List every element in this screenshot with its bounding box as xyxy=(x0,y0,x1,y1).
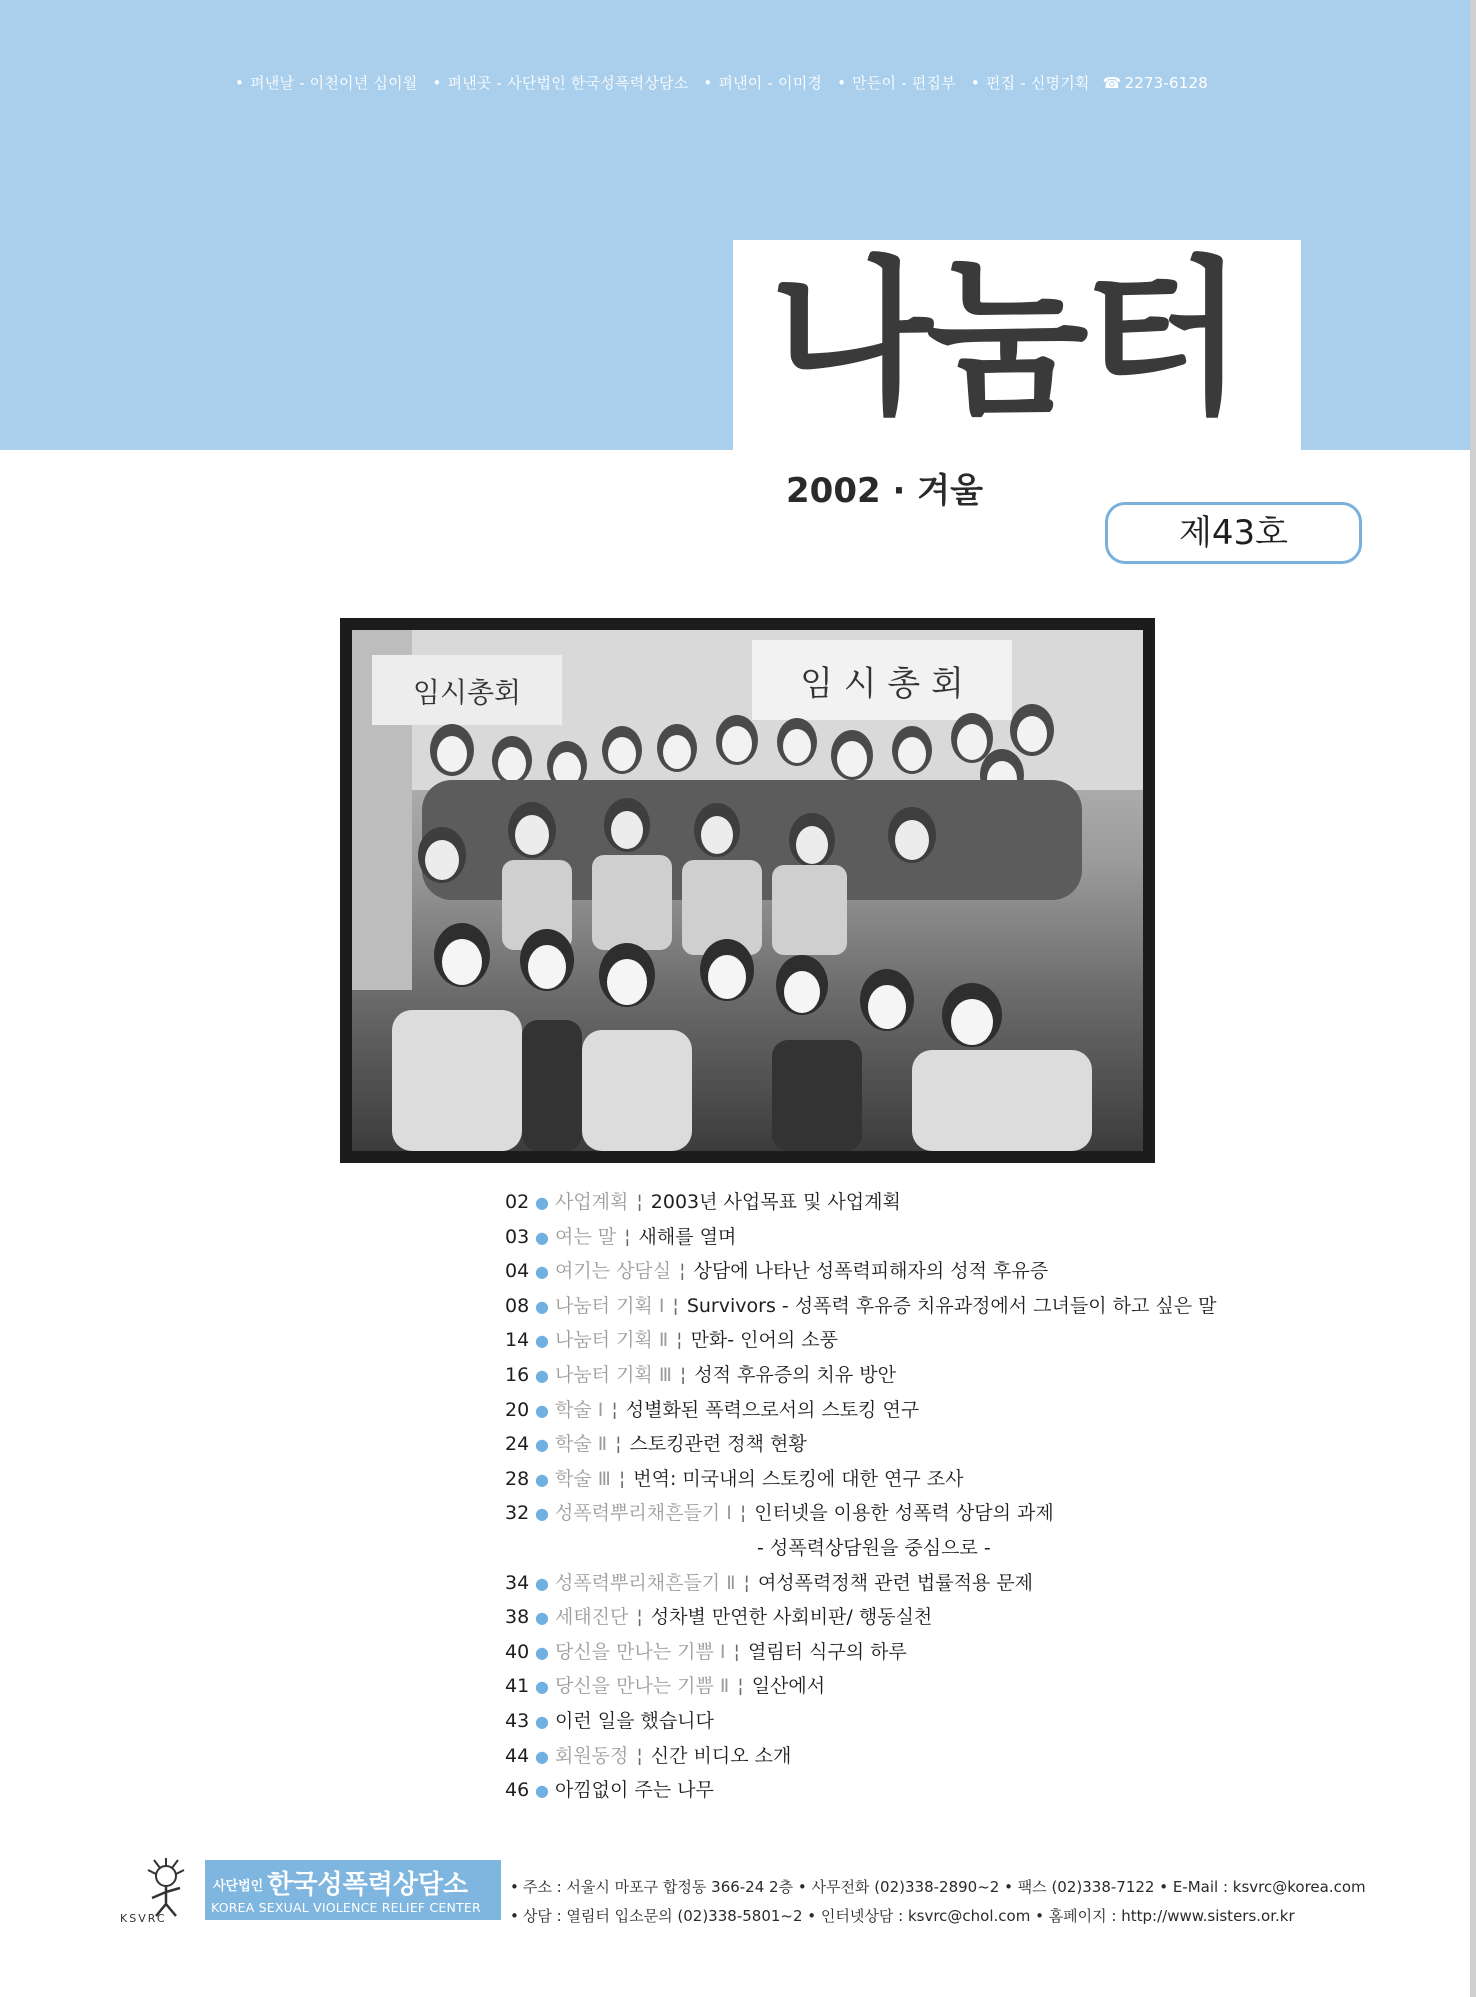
bullet-dot-icon: ● xyxy=(535,1296,549,1316)
pub-publisher: 펴낸곳 - 사단법인 한국성폭력상담소 xyxy=(447,74,689,92)
bullet-dot-icon: ● xyxy=(535,1504,549,1524)
bullet-dot-icon: ● xyxy=(535,1262,549,1282)
toc-subtitle: - 성폭력상담원을 중심으로 - xyxy=(757,1536,991,1559)
bullet-dot-icon: ● xyxy=(535,1227,549,1247)
page-edge xyxy=(1470,0,1476,1997)
toc-item[interactable]: 34 ● 성폭력뿌리채흔들기 Ⅱ ¦ 여성폭력정책 관련 법률적용 문제 xyxy=(505,1571,1034,1594)
toc-item[interactable]: 43 ● 이런 일을 했습니다 xyxy=(505,1709,714,1732)
pub-maker: 만든이 - 편집부 xyxy=(852,74,956,92)
toc-item[interactable]: 46 ● 아낌없이 주는 나무 xyxy=(505,1779,714,1802)
pub-editing: 편집 - 신명기획 xyxy=(985,74,1090,92)
bullet-dot-icon: ● xyxy=(535,1746,549,1766)
bullet-dot-icon: ● xyxy=(535,1781,549,1801)
toc-item[interactable]: 16 ● 나눔터 기획 Ⅲ ¦ 성적 후유증의 치유 방안 xyxy=(505,1363,896,1386)
toc-item[interactable]: 24 ● 학술 Ⅱ ¦ 스토킹관련 정책 현황 xyxy=(505,1433,807,1456)
figure-logo-icon xyxy=(130,1858,200,1918)
toc-item[interactable]: 38 ● 세태진단 ¦ 성차별 만연한 사회비판/ 행동실천 xyxy=(505,1606,933,1629)
pub-editor-in-chief: 펴낸이 - 이미경 xyxy=(718,74,823,92)
bullet-dot-icon: ● xyxy=(535,1608,549,1628)
contact-info: • 주소 : 서울시 마포구 합정동 366-24 2층 • 사무전화 (02)338-2890~2 • 팩스 (02)338-7122 • E-Mail : ksvrc@korea.com • 상담 : 열림터 입소문의 (02)338-5801~2 • 인터넷상담 : ksvrc@chol.com • 홈페이지 : http://www.sisters.or.kr xyxy=(510,1878,1366,1925)
bullet-dot-icon: ● xyxy=(535,1711,549,1731)
bullet-dot-icon: ● xyxy=(535,1435,549,1455)
group-photo-image xyxy=(352,630,1143,1151)
bullet-dot-icon: ● xyxy=(535,1331,549,1351)
bullet-dot-icon: ● xyxy=(535,1193,549,1212)
masthead-title: 나눔터 xyxy=(770,241,1239,437)
bullet-dot-icon: ● xyxy=(535,1365,549,1385)
group-photo xyxy=(340,618,1155,1163)
toc-item[interactable]: 28 ● 학술 Ⅲ ¦ 번역: 미국내의 스토킹에 대한 연구 조사 xyxy=(505,1467,964,1490)
bullet-dot-icon: ● xyxy=(535,1573,549,1593)
toc-item[interactable]: 44 ● 회원동정 ¦ 신간 비디오 소개 xyxy=(505,1744,792,1767)
banner-right-text: 임 시 총 회 xyxy=(800,664,964,704)
toc-item[interactable]: 40 ● 당신을 만나는 기쁨 Ⅰ ¦ 열림터 식구의 하루 xyxy=(505,1640,907,1663)
table-of-contents xyxy=(505,1185,1265,1808)
issue-season: 2002 · 겨울 xyxy=(786,471,983,511)
org-prefix: 사단법인 xyxy=(213,1878,264,1894)
pub-date: 펴낸날 - 이천이년 십이월 xyxy=(250,74,418,92)
group-photo-illustration xyxy=(352,630,1143,1151)
toc-item[interactable]: 03 ● 여는 말 ¦ 새해를 열며 xyxy=(505,1225,737,1248)
toc-item[interactable]: 41 ● 당신을 만나는 기쁨 Ⅱ ¦ 일산에서 xyxy=(505,1675,826,1698)
issue-number-badge: 제43호 xyxy=(1105,502,1362,564)
toc-item[interactable]: 04 ● 여기는 상담실 ¦ 상담에 나타난 성폭력피해자의 성적 후유증 xyxy=(505,1260,1049,1283)
toc-item[interactable]: 02 ● 사업계획 ¦ 2003년 사업목표 및 사업계획 xyxy=(505,1191,901,1213)
organization-banner xyxy=(205,1860,501,1920)
bullet-dot-icon: ● xyxy=(535,1469,549,1489)
toc-item[interactable]: 32 ● 성폭력뿌리채흔들기 Ⅰ ¦ 인터넷을 이용한 성폭력 상담의 과제 xyxy=(505,1502,1054,1525)
org-name-english: KOREA SEXUAL VIOLENCE RELIEF CENTER xyxy=(211,1900,481,1915)
contact-address-line: 주소 : 서울시 마포구 합정동 366-24 2층 • 사무전화 (02)338-2890~2 • 팩스 (02)338-7122 • E-Mail : ksvrc@korea.com xyxy=(522,1878,1366,1896)
telephone-icon: ☎ xyxy=(1102,74,1122,92)
toc-item[interactable]: 14 ● 나눔터 기획 Ⅱ ¦ 만화- 인어의 소풍 xyxy=(505,1329,838,1352)
toc-item[interactable]: 20 ● 학술 Ⅰ ¦ 성별화된 폭력으로서의 스토킹 연구 xyxy=(505,1398,920,1421)
bullet-dot-icon: ● xyxy=(535,1400,549,1420)
publication-info: • 펴낸날 - 이천이년 십이월 • 펴낸곳 - 사단법인 한국성폭력상담소 • 펴낸이 - 이미경 • 만든이 - 편집부 • 편집 - 신명기획 ☎ 2273-6128 xyxy=(235,74,1209,92)
logo-caption: KSVRC xyxy=(120,1912,167,1925)
pub-phone: 2273-6128 xyxy=(1124,74,1209,92)
banner-left-text: 임시총회 xyxy=(412,676,522,709)
toc-item[interactable]: 08 ● 나눔터 기획 Ⅰ ¦ Survivors - 성폭력 후유증 치유과정에서 그녀들이 하고 싶은 말 xyxy=(505,1294,1217,1317)
contact-counseling-line: 상담 : 열림터 입소문의 (02)338-5801~2 • 인터넷상담 : ksvrc@chol.com • 홈페이지 : http://www.sisters.or.kr xyxy=(522,1907,1295,1925)
bullet-dot-icon: ● xyxy=(535,1642,549,1662)
org-name: 한국성폭력상담소 xyxy=(267,1870,469,1900)
bullet-dot-icon: ● xyxy=(535,1677,549,1697)
